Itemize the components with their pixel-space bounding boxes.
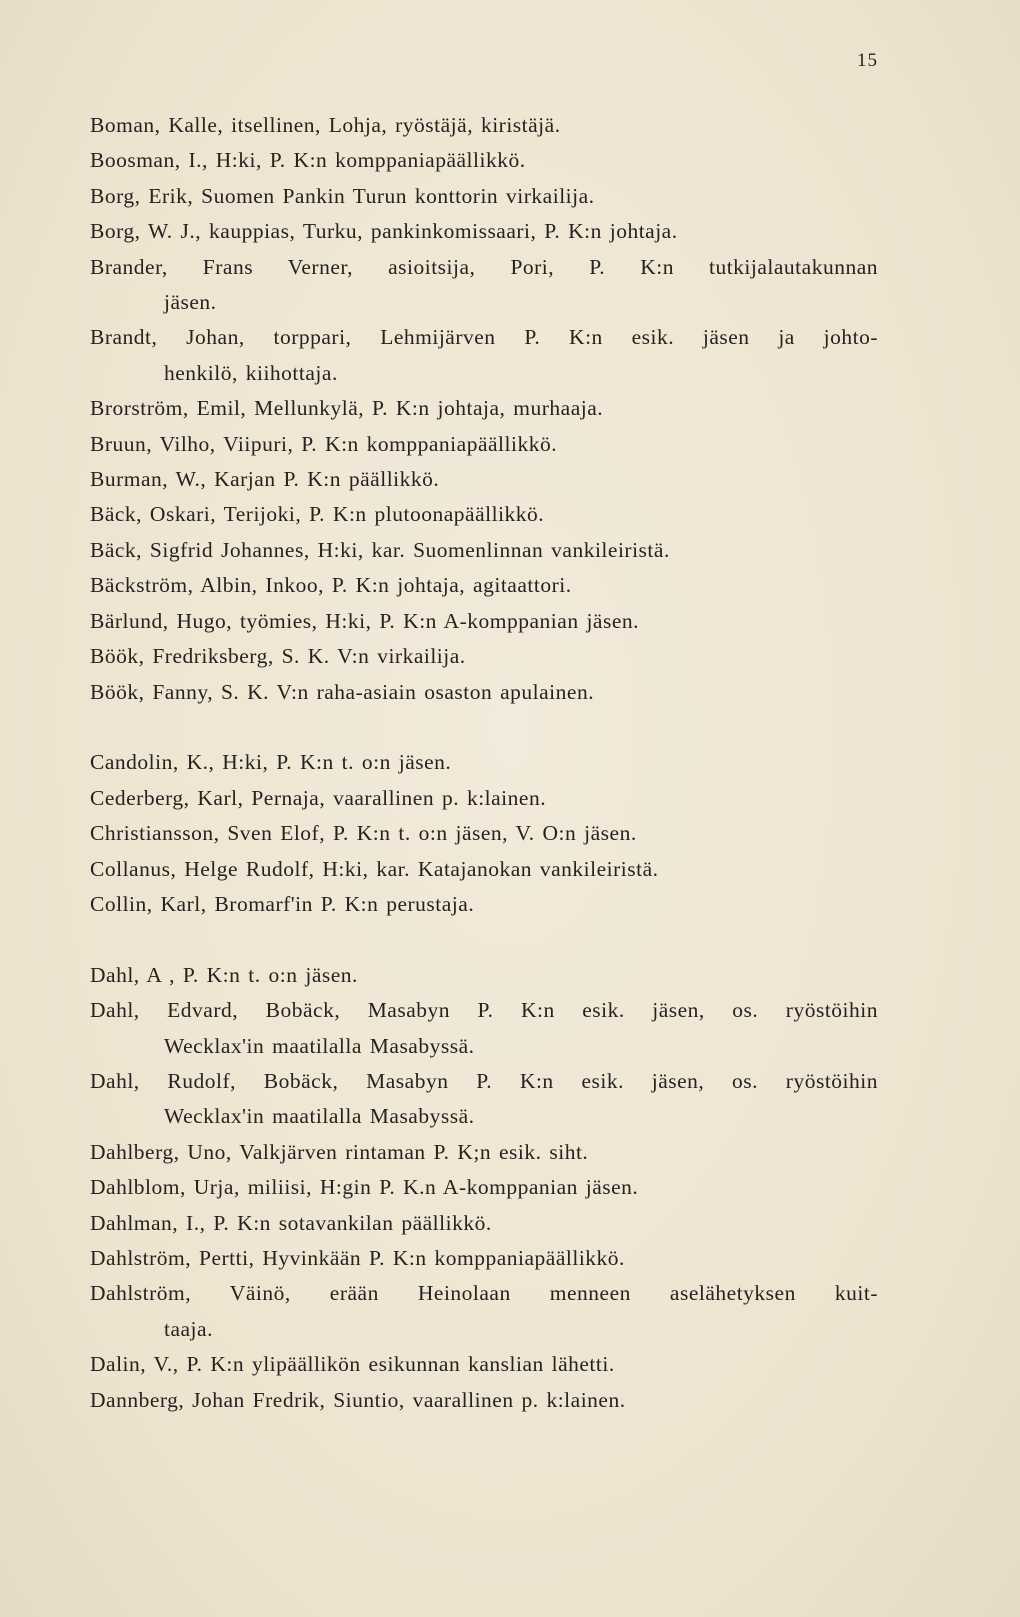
register-entry	[90, 958, 878, 993]
register-entry	[90, 427, 878, 462]
entry-text: Bruun, Vilho, Viipuri, P. K:n komppaniapäällikkö.	[90, 431, 558, 456]
entry-text: Böök, Fanny, S. K. V:n raha-asiain osaston apulainen.	[90, 679, 595, 704]
register-entry	[90, 1347, 878, 1382]
register-entry	[90, 604, 878, 639]
register-entry	[90, 1276, 878, 1347]
entry-continuation: jäsen.	[164, 290, 217, 315]
entry-text: Dannberg, Johan Fredrik, Siuntio, vaarallinen p. k:lainen.	[90, 1387, 626, 1412]
register-entry	[90, 1170, 878, 1205]
register-entry	[90, 993, 878, 1064]
register-entry	[90, 108, 878, 143]
entry-text: Dahl, A , P. K:n t. o:n jäsen.	[90, 962, 358, 987]
register-entry	[90, 852, 878, 887]
register-entry	[90, 745, 878, 780]
entry-text: Dahl, Rudolf, Bobäck, Masabyn P. K:n esik. jäsen, os. ryöstöihin	[90, 1068, 878, 1093]
entry-text: Christiansson, Sven Elof, P. K:n t. o:n jäsen, V. O:n jäsen.	[90, 821, 637, 846]
entry-continuation: henkilö, kiihottaja.	[164, 360, 338, 385]
register-entry	[90, 497, 878, 532]
entry-text: Burman, W., Karjan P. K:n päällikkö.	[90, 467, 440, 492]
register-entry	[90, 143, 878, 178]
entry-text: Brander, Frans Verner, asioitsija, Pori, P. K:n tutkijalautakunnan	[90, 254, 878, 279]
entry-continuation: Wecklax'in maatilalla Masabyssä.	[164, 1104, 475, 1129]
entry-text: Borg, Erik, Suomen Pankin Turun konttorin virkailija.	[90, 183, 595, 208]
entry-text: Böök, Fredriksberg, S. K. V:n virkailija.	[90, 644, 466, 669]
entry-text: Dahlblom, Urja, miliisi, H:gin P. K.n A-komppanian jäsen.	[90, 1175, 639, 1200]
register-entry	[90, 250, 878, 321]
entry-text: Boosman, I., H:ki, P. K:n komppaniapäällikkö.	[90, 148, 526, 173]
entry-text: Dahlman, I., P. K:n sotavankilan päällikkö.	[90, 1210, 492, 1235]
register-entry	[90, 214, 878, 249]
register-entry	[90, 1383, 878, 1418]
entry-text: Dahlström, Väinö, erään Heinolaan menneen aselähetyksen kuit-	[90, 1281, 878, 1306]
register-entry	[90, 1206, 878, 1241]
entry-text: Candolin, K., H:ki, P. K:n t. o:n jäsen.	[90, 750, 452, 775]
register-entry	[90, 391, 878, 426]
entry-text: Boman, Kalle, itsellinen, Lohja, ryöstäjä, kiristäjä.	[90, 113, 561, 137]
register-entry	[90, 675, 878, 710]
register-entry	[90, 1135, 878, 1170]
register-entry	[90, 1064, 878, 1135]
entry-text: Bärlund, Hugo, työmies, H:ki, P. K:n A-komppanian jäsen.	[90, 608, 640, 633]
section-gap	[90, 710, 878, 745]
register-entry	[90, 1241, 878, 1276]
entry-text: Dahlström, Pertti, Hyvinkään P. K:n komppaniapäällikkö.	[90, 1245, 625, 1270]
entry-text: Dahl, Edvard, Bobäck, Masabyn P. K:n esik. jäsen, os. ryöstöihin	[90, 998, 878, 1023]
entry-continuation: taaja.	[164, 1316, 213, 1341]
register-entry	[90, 320, 878, 391]
register-entry	[90, 887, 878, 922]
register-entry	[90, 533, 878, 568]
entry-text: Collin, Karl, Bromarf'in P. K:n perustaja.	[90, 891, 475, 916]
register-entry	[90, 816, 878, 851]
register-entry	[90, 462, 878, 497]
entry-continuation: Wecklax'in maatilalla Masabyssä.	[164, 1033, 475, 1058]
register-entry	[90, 639, 878, 674]
entry-text: Collanus, Helge Rudolf, H:ki, kar. Katajanokan vankileiristä.	[90, 856, 659, 881]
register-entry	[90, 781, 878, 816]
register-entry-list	[90, 108, 878, 1418]
section-gap	[90, 922, 878, 957]
entry-text: Bäck, Sigfrid Johannes, H:ki, kar. Suomenlinnan vankileiristä.	[90, 537, 670, 562]
entry-text: Cederberg, Karl, Pernaja, vaarallinen p. k:lainen.	[90, 785, 547, 810]
entry-text: Brorström, Emil, Mellunkylä, P. K:n johtaja, murhaaja.	[90, 396, 604, 421]
entry-text: Brandt, Johan, torppari, Lehmijärven P. K:n esik. jäsen ja johto-	[90, 325, 878, 350]
entry-text: Dahlberg, Uno, Valkjärven rintaman P. K;n esik. siht.	[90, 1139, 589, 1164]
page-number: 15	[857, 50, 878, 71]
entry-text: Bäckström, Albin, Inkoo, P. K:n johtaja, agitaattori.	[90, 573, 572, 598]
register-entry	[90, 568, 878, 603]
entry-text: Dalin, V., P. K:n ylipäällikön esikunnan kanslian lähetti.	[90, 1352, 615, 1377]
entry-text: Borg, W. J., kauppias, Turku, pankinkomissaari, P. K:n johtaja.	[90, 219, 678, 244]
entry-text: Bäck, Oskari, Terijoki, P. K:n plutoonapäällikkö.	[90, 502, 545, 527]
register-entry	[90, 179, 878, 214]
